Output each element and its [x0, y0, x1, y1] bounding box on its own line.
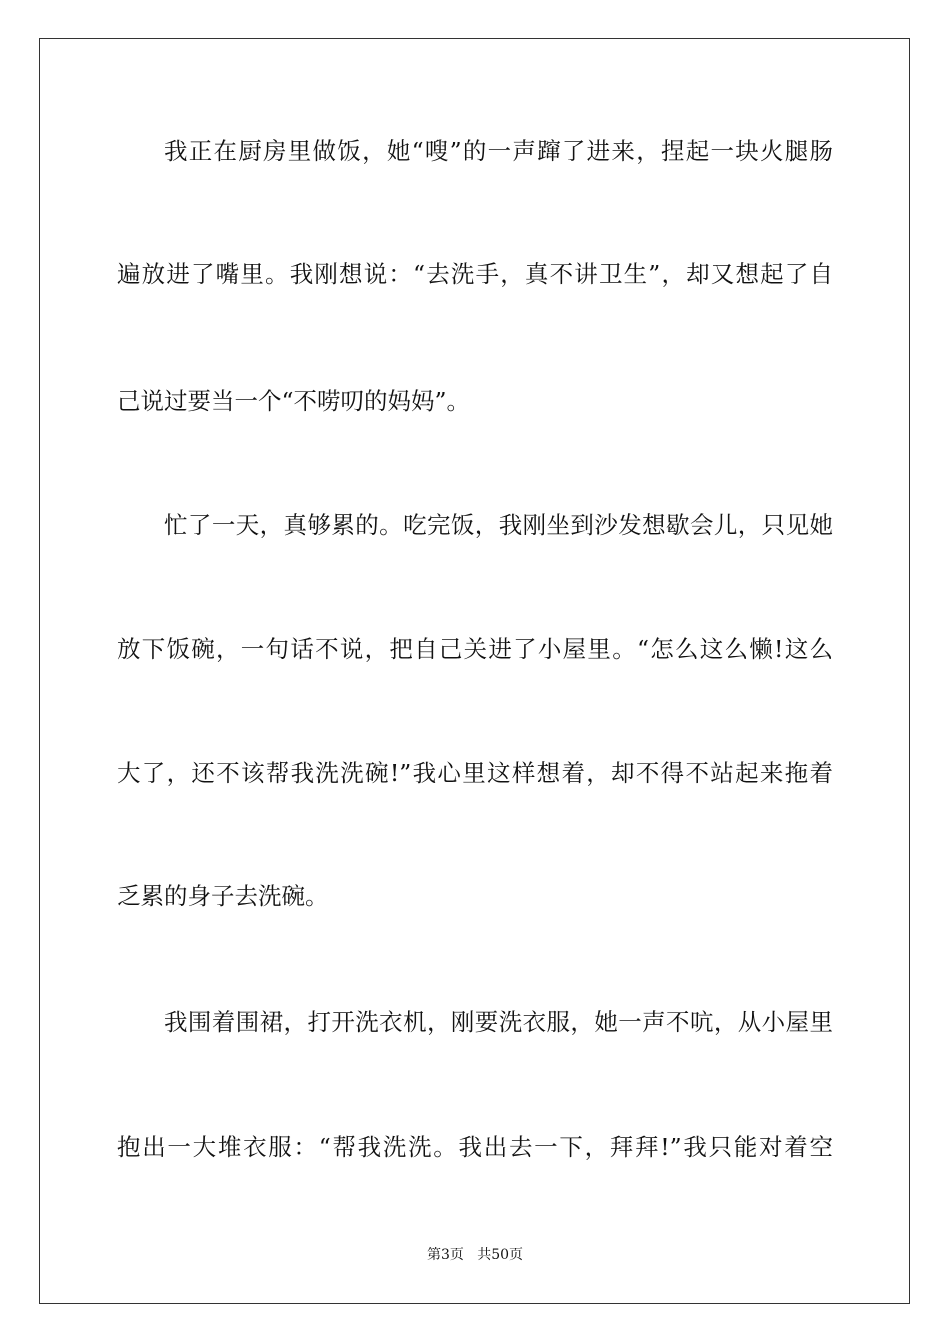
paragraph-3-line-1: 我围着围裙，打开洗衣机，刚要洗衣服，她一声不吭，从小屋里	[164, 1008, 833, 1036]
paragraph-3-line-2: 抱出一大堆衣服：“帮我洗洗。我出去一下，拜拜!”我只能对着空	[117, 1133, 833, 1161]
paragraph-2-line-4: 乏累的身子去洗碗。	[117, 882, 329, 910]
paragraph-1-line-1: 我正在厨房里做饭，她“嗖”的一声蹿了进来，捏起一块火腿肠	[164, 137, 833, 165]
paragraph-2-line-3: 大了，还不该帮我洗洗碗!”我心里这样想着，却不得不站起来拖着	[117, 759, 833, 787]
paragraph-2-line-2: 放下饭碗，一句话不说，把自己关进了小屋里。“怎么这么懒!这么	[117, 635, 833, 663]
page-border	[39, 38, 910, 1304]
paragraph-1-line-2: 遍放进了嘴里。我刚想说：“去洗手，真不讲卫生”，却又想起了自	[117, 260, 833, 288]
paragraph-1-line-3: 己说过要当一个“不唠叨的妈妈”。	[117, 387, 471, 415]
paragraph-2-line-1: 忙了一天，真够累的。吃完饭，我刚坐到沙发想歇会儿，只见她	[164, 511, 833, 539]
page-number-footer: 第3页 共50页	[426, 1247, 524, 1263]
